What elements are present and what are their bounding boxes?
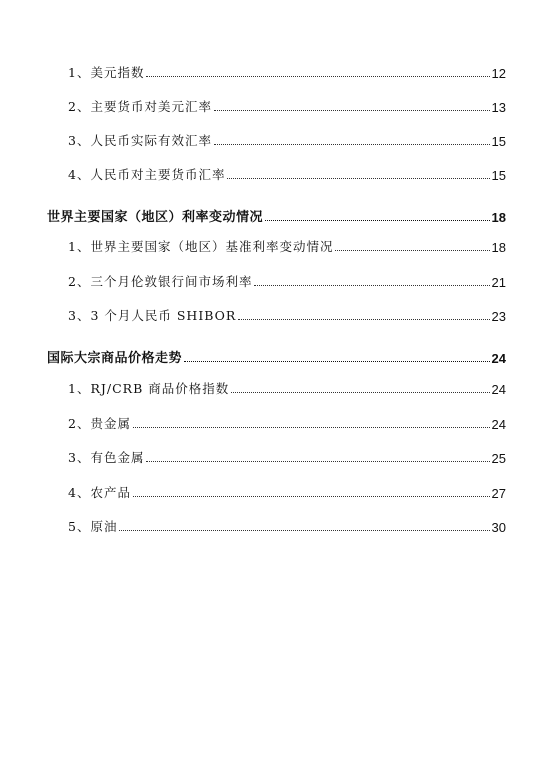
toc-entry-rmb-vs-major-currencies[interactable] (68, 163, 506, 183)
toc-entry-number: 4、 (68, 485, 91, 500)
dot-leader (254, 285, 489, 286)
dot-leader (214, 110, 490, 111)
toc-entry-title: RJ/CRB 商品价格指数 (90, 381, 230, 396)
toc-entry-page: 24 (491, 351, 506, 366)
dot-leader (146, 461, 489, 462)
toc-entry-number: 1、 (68, 381, 91, 396)
toc-section-title: 世界主要国家（地区）利率变动情况 (47, 210, 264, 225)
toc-entry-title: 世界主要国家（地区）基准利率变动情况 (90, 239, 334, 254)
toc-entry-precious-metals[interactable] (68, 412, 506, 432)
toc-entry-rmb-real-effective-rate[interactable] (68, 129, 506, 149)
toc-entry-number: 1、 (68, 239, 91, 254)
toc-section-title: 国际大宗商品价格走势 (47, 351, 183, 366)
toc-entry-crude-oil[interactable] (68, 515, 506, 535)
toc-entry-number: 4、 (68, 167, 91, 182)
toc-entry-page: 13 (491, 100, 506, 115)
toc-entry-page: 12 (491, 66, 506, 81)
toc-entry-page: 30 (491, 520, 506, 535)
toc-entry-title: 农产品 (90, 485, 131, 500)
toc-entry-title: 主要货币对美元汇率 (90, 99, 212, 114)
dot-leader (227, 178, 489, 179)
toc-entry-title: 人民币实际有效汇率 (90, 133, 212, 148)
toc-entry-page: 18 (491, 210, 506, 225)
toc-entry-number: 3、 (68, 450, 91, 465)
toc-entry-page: 18 (491, 240, 506, 255)
toc-entry-nonferrous-metals[interactable] (68, 446, 506, 466)
dot-leader (133, 496, 490, 497)
toc-entry-number: 3、 (68, 133, 91, 148)
toc-section-interest-rates[interactable] (47, 205, 506, 225)
dot-leader (146, 76, 489, 77)
toc-entry-title: 三个月伦敦银行间市场利率 (90, 274, 253, 289)
toc-entry-page: 24 (491, 417, 506, 432)
dot-leader (335, 250, 489, 251)
toc-entry-usd-index[interactable] (68, 61, 506, 81)
toc-entry-number: 2、 (68, 416, 91, 431)
toc-entry-3m-shibor[interactable] (68, 304, 506, 324)
toc-entry-3m-libor[interactable] (68, 270, 506, 290)
toc-entry-title: 人民币对主要货币汇率 (90, 167, 226, 182)
toc-entry-page: 27 (491, 486, 506, 501)
toc-entry-page: 15 (491, 168, 506, 183)
toc-entry-rj-crb-index[interactable] (68, 377, 506, 397)
toc-entry-benchmark-rates[interactable] (68, 235, 506, 255)
toc-entry-number: 5、 (68, 519, 91, 534)
dot-leader (231, 392, 489, 393)
toc-entry-title: 原油 (90, 519, 118, 534)
toc-entry-number: 2、 (68, 99, 91, 114)
toc-entry-page: 21 (491, 275, 506, 290)
toc-entry-page: 25 (491, 451, 506, 466)
toc-entry-number: 2、 (68, 274, 91, 289)
toc-entry-agricultural-products[interactable] (68, 481, 506, 501)
toc-entry-page: 23 (491, 309, 506, 324)
toc-entry-number: 1、 (68, 65, 91, 80)
toc-entry-title: 贵金属 (90, 416, 131, 431)
toc-entry-major-currencies-vs-usd[interactable] (68, 95, 506, 115)
dot-leader (119, 530, 489, 531)
toc-entry-page: 15 (491, 134, 506, 149)
toc-entry-title: 有色金属 (90, 450, 145, 465)
dot-leader (214, 144, 490, 145)
dot-leader (184, 361, 490, 362)
dot-leader (133, 427, 490, 428)
toc-entry-page: 24 (491, 382, 506, 397)
toc-entry-title: 3 个月人民币 SHIBOR (90, 308, 237, 323)
toc-section-commodity-prices[interactable] (47, 346, 506, 366)
dot-leader (265, 220, 490, 221)
toc-entry-title: 美元指数 (90, 65, 145, 80)
dot-leader (238, 319, 489, 320)
toc-entry-number: 3、 (68, 308, 91, 323)
